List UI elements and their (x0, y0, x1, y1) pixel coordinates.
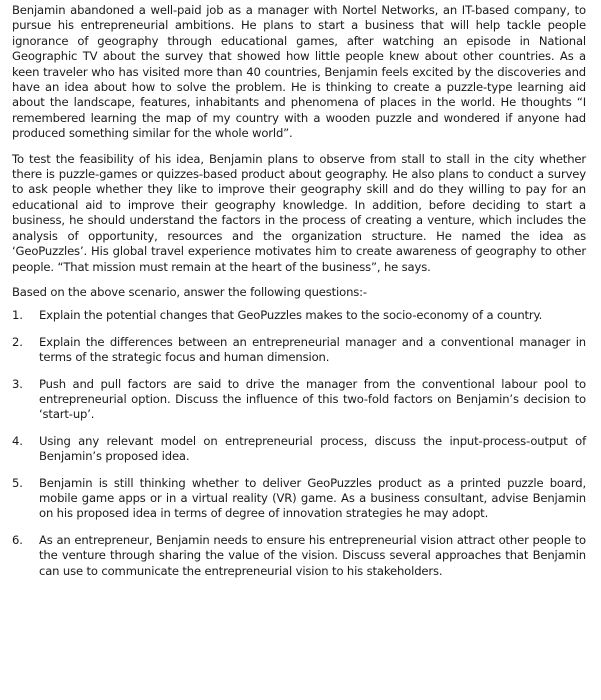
question-number: 6. (12, 532, 23, 547)
question-text: Push and pull factors are said to drive the manager from the conventional labour pool to entrepreneurial option. Discuss the influence of this two-fold factors on Benjamin’s decision to ‘start-up’. (39, 376, 586, 422)
question-text: Explain the differences between an entrepreneurial manager and a conventional manager in terms of the strategic focus and human dimension. (39, 334, 586, 365)
question-number: 1. (12, 308, 23, 323)
question-item (12, 335, 586, 366)
question-text: Using any relevant model on entrepreneurial process, discuss the input-process-output of Benjamin’s proposed idea. (39, 433, 586, 464)
question-item (12, 476, 586, 522)
question-item (12, 533, 586, 579)
document-page (12, 3, 586, 590)
scenario-paragraph-2: To test the feasibility of his idea, Benjamin plans to observe from stall to stall in the city whether there is puzzle-games or quizzes-based product about geography. He also plans to conduct a survey to ask people whether they like to improve their geography skill and do they willing to pay for an educational aid to improve their geography knowledge. In addition, before deciding to start a business, he should understand the factors in the process of creating a venture, which includes the analysis of opportunity, resources and the organization structure. He named the idea as ‘GeoPuzzles’. His global travel experience motivates him to create awareness of geography to other people. “That mission must remain at the heart of the business”, he says. (12, 151, 586, 274)
question-number: 3. (12, 376, 23, 391)
scenario-paragraph-1: Benjamin abandoned a well-paid job as a manager with Nortel Networks, an IT-based company, to pursue his entrepreneurial ambitions. He plans to start a business that will help tackle people ignorance of geography through educational games, after watching an episode in National Geographic TV about the survey that showed how little people knew about other countries. As a keen traveler who has visited more than 40 countries, Benjamin feels excited by the discoveries and have an idea about how to solve the problem. He is thinking to create a puzzle-type learning aid about the landscape, features, inhabitants and phenomena of places in the world. He thoughts “I remembered learning the map of my country with a wooden puzzle and wondered if anyone had produced something similar for the whole world”. (12, 3, 586, 141)
question-item (12, 308, 586, 323)
question-list (12, 308, 586, 579)
question-item (12, 434, 586, 465)
question-text: Benjamin is still thinking whether to deliver GeoPuzzles product as a printed puzzle board, mobile game apps or in a virtual reality (VR) game. As a business consultant, advise Benjamin on his proposed idea in terms of degree of innovation strategies he may adopt. (39, 475, 586, 521)
question-number: 4. (12, 433, 23, 448)
question-text: Explain the potential changes that GeoPuzzles makes to the socio-economy of a country. (39, 308, 543, 323)
question-number: 2. (12, 334, 23, 349)
question-item (12, 377, 586, 423)
question-text: As an entrepreneur, Benjamin needs to ensure his entrepreneurial vision attract other people to the venture through sharing the value of the vision. Discuss several approaches that Benjamin can use to communicate the entrepreneurial vision to his stakeholders. (39, 532, 586, 578)
question-number: 5. (12, 475, 23, 490)
questions-lead: Based on the above scenario, answer the following questions:- (12, 284, 367, 299)
